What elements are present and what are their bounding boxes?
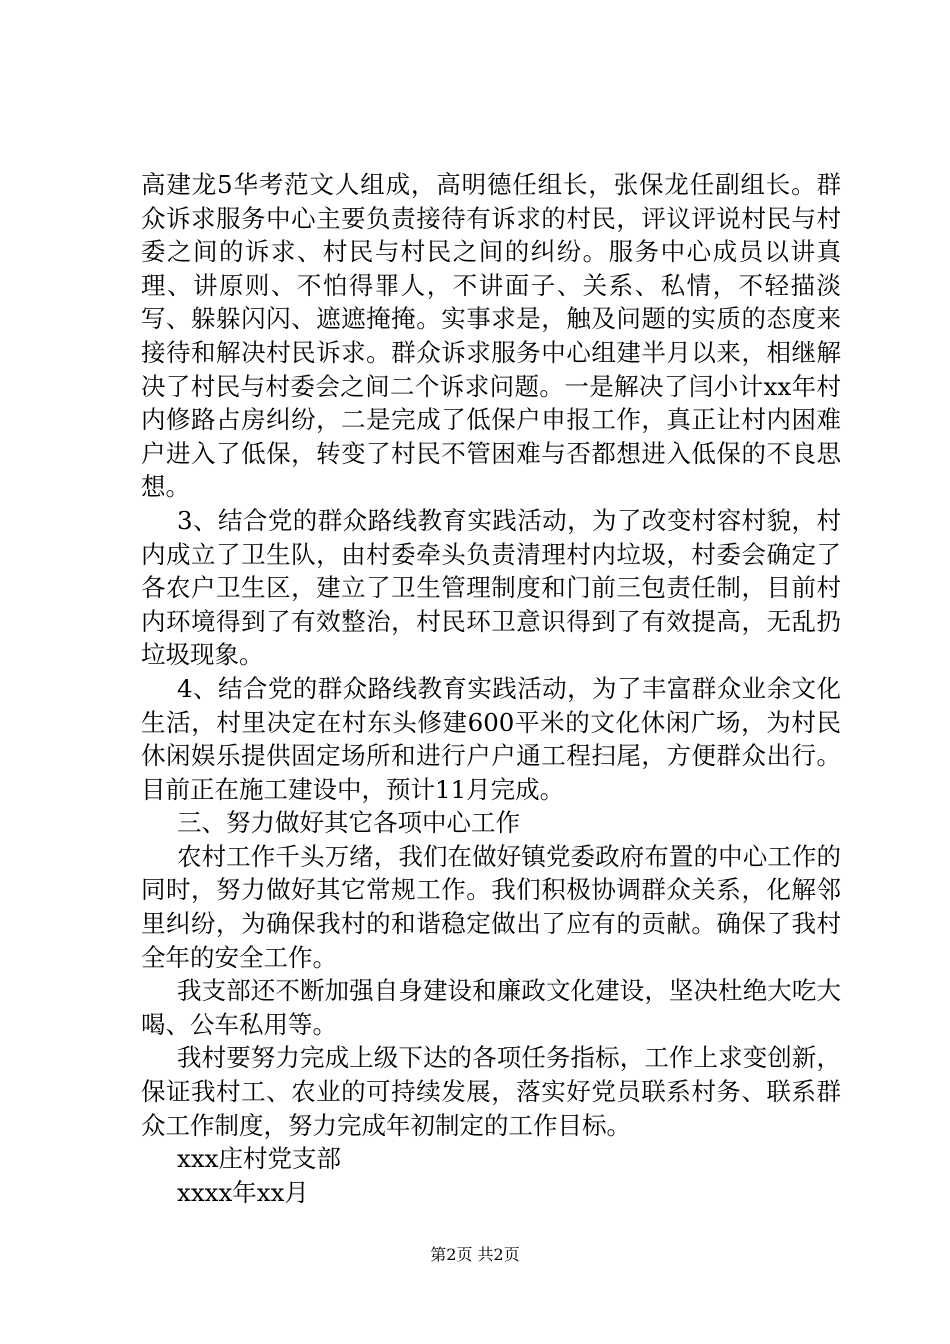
paragraph-other-work: 农村工作千头万绪，我们在做好镇党委政府布置的中心工作的同时，努力做好其它常规工作。我们积极协调群众关系，化解邻里纠纷，为确保我村的和谐稳定做出了应有的贡献。确保了我村全年的安全工作。 bbox=[141, 841, 841, 972]
paragraph-item-4: 4、结合党的群众路线教育实践活动，为了丰富群众业余文化生活，村里决定在村东头修建600平米的文化休闲广场，为村民休闲娱乐提供固定场所和进行户户通工程扫尾，方便群众出行。目前正在施工建设中，预计11月完成。 bbox=[141, 673, 841, 804]
paragraph-item-3: 3、结合党的群众路线教育实践活动，为了改变村容村貌，村内成立了卫生队，由村委牵头负责清理村内垃圾，村委会确定了各农户卫生区，建立了卫生管理制度和门前三包责任制，目前村内环境得到了有效整治，村民环卫意识得到了有效提高，无乱扔垃圾现象。 bbox=[141, 505, 841, 670]
paragraph-goals: 我村要努力完成上级下达的各项任务指标，工作上求变创新，保证我村工、农业的可持续发展，落实好党员联系村务、联系群众工作制度，努力完成年初制定的工作目标。 bbox=[141, 1043, 841, 1140]
section-heading: 三、努力做好其它各项中心工作 bbox=[177, 808, 520, 838]
signature-organization: xxx庄村党支部 bbox=[177, 1144, 341, 1174]
paragraph-continuation: 高建龙5华考范文人组成，高明德任组长，张保龙任副组长。群众诉求服务中心主要负责接待有诉求的村民，评议评说村民与村委之间的诉求、村民与村民之间的纠纷。服务中心成员以讲真理、讲原则、不怕得罪人，不讲面子、关系、私情，不轻描淡写、躲躲闪闪、遮遮掩掩。实事求是，触及问题的实质的态度来接待和解决村民诉求。群众诉求服务中心组建半月以来，相继解决了村民与村委会之间二个诉求问题。一是解决了闫小计xx年村内修路占房纠纷，二是完成了低保户申报工作，真正让村内困难户进入了低保，转变了村民不管困难与否都想进入低保的不良思想。 bbox=[141, 170, 841, 502]
paragraph-self-building: 我支部还不断加强自身建设和廉政文化建设，坚决杜绝大吃大喝、公车私用等。 bbox=[141, 976, 841, 1039]
page-number-label: 第2页 共2页 bbox=[430, 1245, 520, 1264]
signature-date: xxxx年xx月 bbox=[177, 1177, 309, 1207]
document-body bbox=[141, 168, 841, 1209]
page-footer bbox=[0, 1245, 950, 1265]
